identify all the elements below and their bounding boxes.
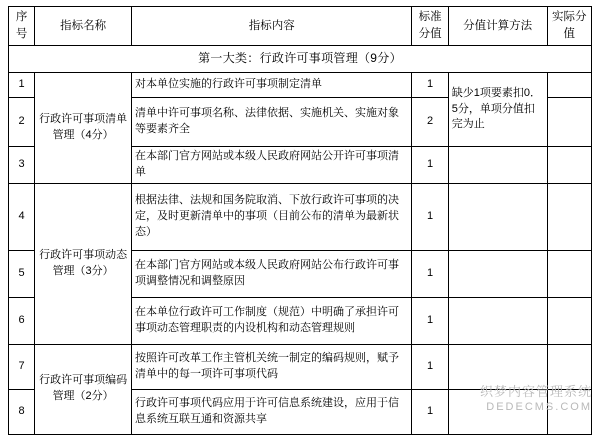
row-standard-score: 1 — [412, 389, 448, 434]
table-row — [9, 183, 592, 250]
row-name: 行政许可事项清单管理（4分） — [35, 73, 132, 184]
row-content: 在本部门官方网站或本级人民政府网站公布行政许可事项调整情况和调整原因 — [132, 250, 412, 297]
row-real-score — [547, 250, 591, 297]
row-content: 按照许可改革工作主管机关统一制定的编码规则，赋予清单中的每一项许可事项代码 — [132, 344, 412, 389]
row-standard-score: 1 — [412, 73, 448, 98]
section-title: 第一大类：行政许可事项管理（9分） — [9, 46, 592, 73]
indicator-table — [8, 6, 592, 435]
row-no: 8 — [9, 389, 35, 434]
row-no: 1 — [9, 73, 35, 98]
row-method — [448, 183, 547, 250]
row-standard-score: 1 — [412, 344, 448, 389]
row-method — [448, 147, 547, 184]
row-content: 行政许可事项代码应用于许可信息系统建设，应用于信息系统互联互通和资源共享 — [132, 389, 412, 434]
table-header-row — [9, 7, 592, 46]
row-content: 在本单位行政许可工作制度（规范）中明确了承担许可事项动态管理职责的内设机构和动态管理规则 — [132, 297, 412, 344]
section-title-row — [9, 46, 592, 73]
row-no: 4 — [9, 183, 35, 250]
header-standard-score: 标准分值 — [412, 7, 448, 46]
row-standard-score: 1 — [412, 297, 448, 344]
row-method — [448, 297, 547, 344]
row-real-score — [547, 344, 591, 389]
row-no: 5 — [9, 250, 35, 297]
row-no: 2 — [9, 98, 35, 147]
row-content: 在本部门官方网站或本级人民政府网站公开许可事项清单 — [132, 147, 412, 184]
row-standard-score: 1 — [412, 183, 448, 250]
table-row — [9, 73, 592, 98]
row-name: 行政许可事项动态管理（3分） — [35, 183, 132, 344]
row-real-score — [547, 73, 591, 98]
watermark-line-1: 织梦内容管理系统 — [479, 384, 592, 400]
row-real-score — [547, 297, 591, 344]
row-content: 对本单位实施的行政许可事项制定清单 — [132, 73, 412, 98]
header-method: 分值计算方法 — [448, 7, 547, 46]
table-row — [9, 344, 592, 389]
row-standard-score: 1 — [412, 147, 448, 184]
row-real-score — [547, 389, 591, 434]
header-no: 序号 — [9, 7, 35, 46]
row-no: 7 — [9, 344, 35, 389]
row-standard-score: 1 — [412, 250, 448, 297]
row-real-score — [547, 98, 591, 147]
header-name: 指标名称 — [35, 7, 132, 46]
row-standard-score: 2 — [412, 98, 448, 147]
row-method — [448, 250, 547, 297]
row-real-score — [547, 147, 591, 184]
row-no: 6 — [9, 297, 35, 344]
row-no: 3 — [9, 147, 35, 184]
row-method — [448, 389, 547, 434]
row-real-score — [547, 183, 591, 250]
row-content: 清单中许可事项名称、法律依据、实施机关、实施对象等要素齐全 — [132, 98, 412, 147]
header-real-score: 实际分值 — [547, 7, 591, 46]
evaluation-sheet — [8, 6, 592, 435]
header-content: 指标内容 — [132, 7, 412, 46]
row-content: 根据法律、法规和国务院取消、下放行政许可事项的决定，及时更新清单中的事项（目前公布的清单为最新状态） — [132, 183, 412, 250]
watermark-line-2: DEDECMS.COM — [486, 400, 592, 413]
row-method: 缺少1项要素扣0．5分，单项分值扣完为止 — [448, 73, 547, 147]
row-name: 行政许可事项编码管理（2分） — [35, 344, 132, 434]
row-method — [448, 344, 547, 389]
